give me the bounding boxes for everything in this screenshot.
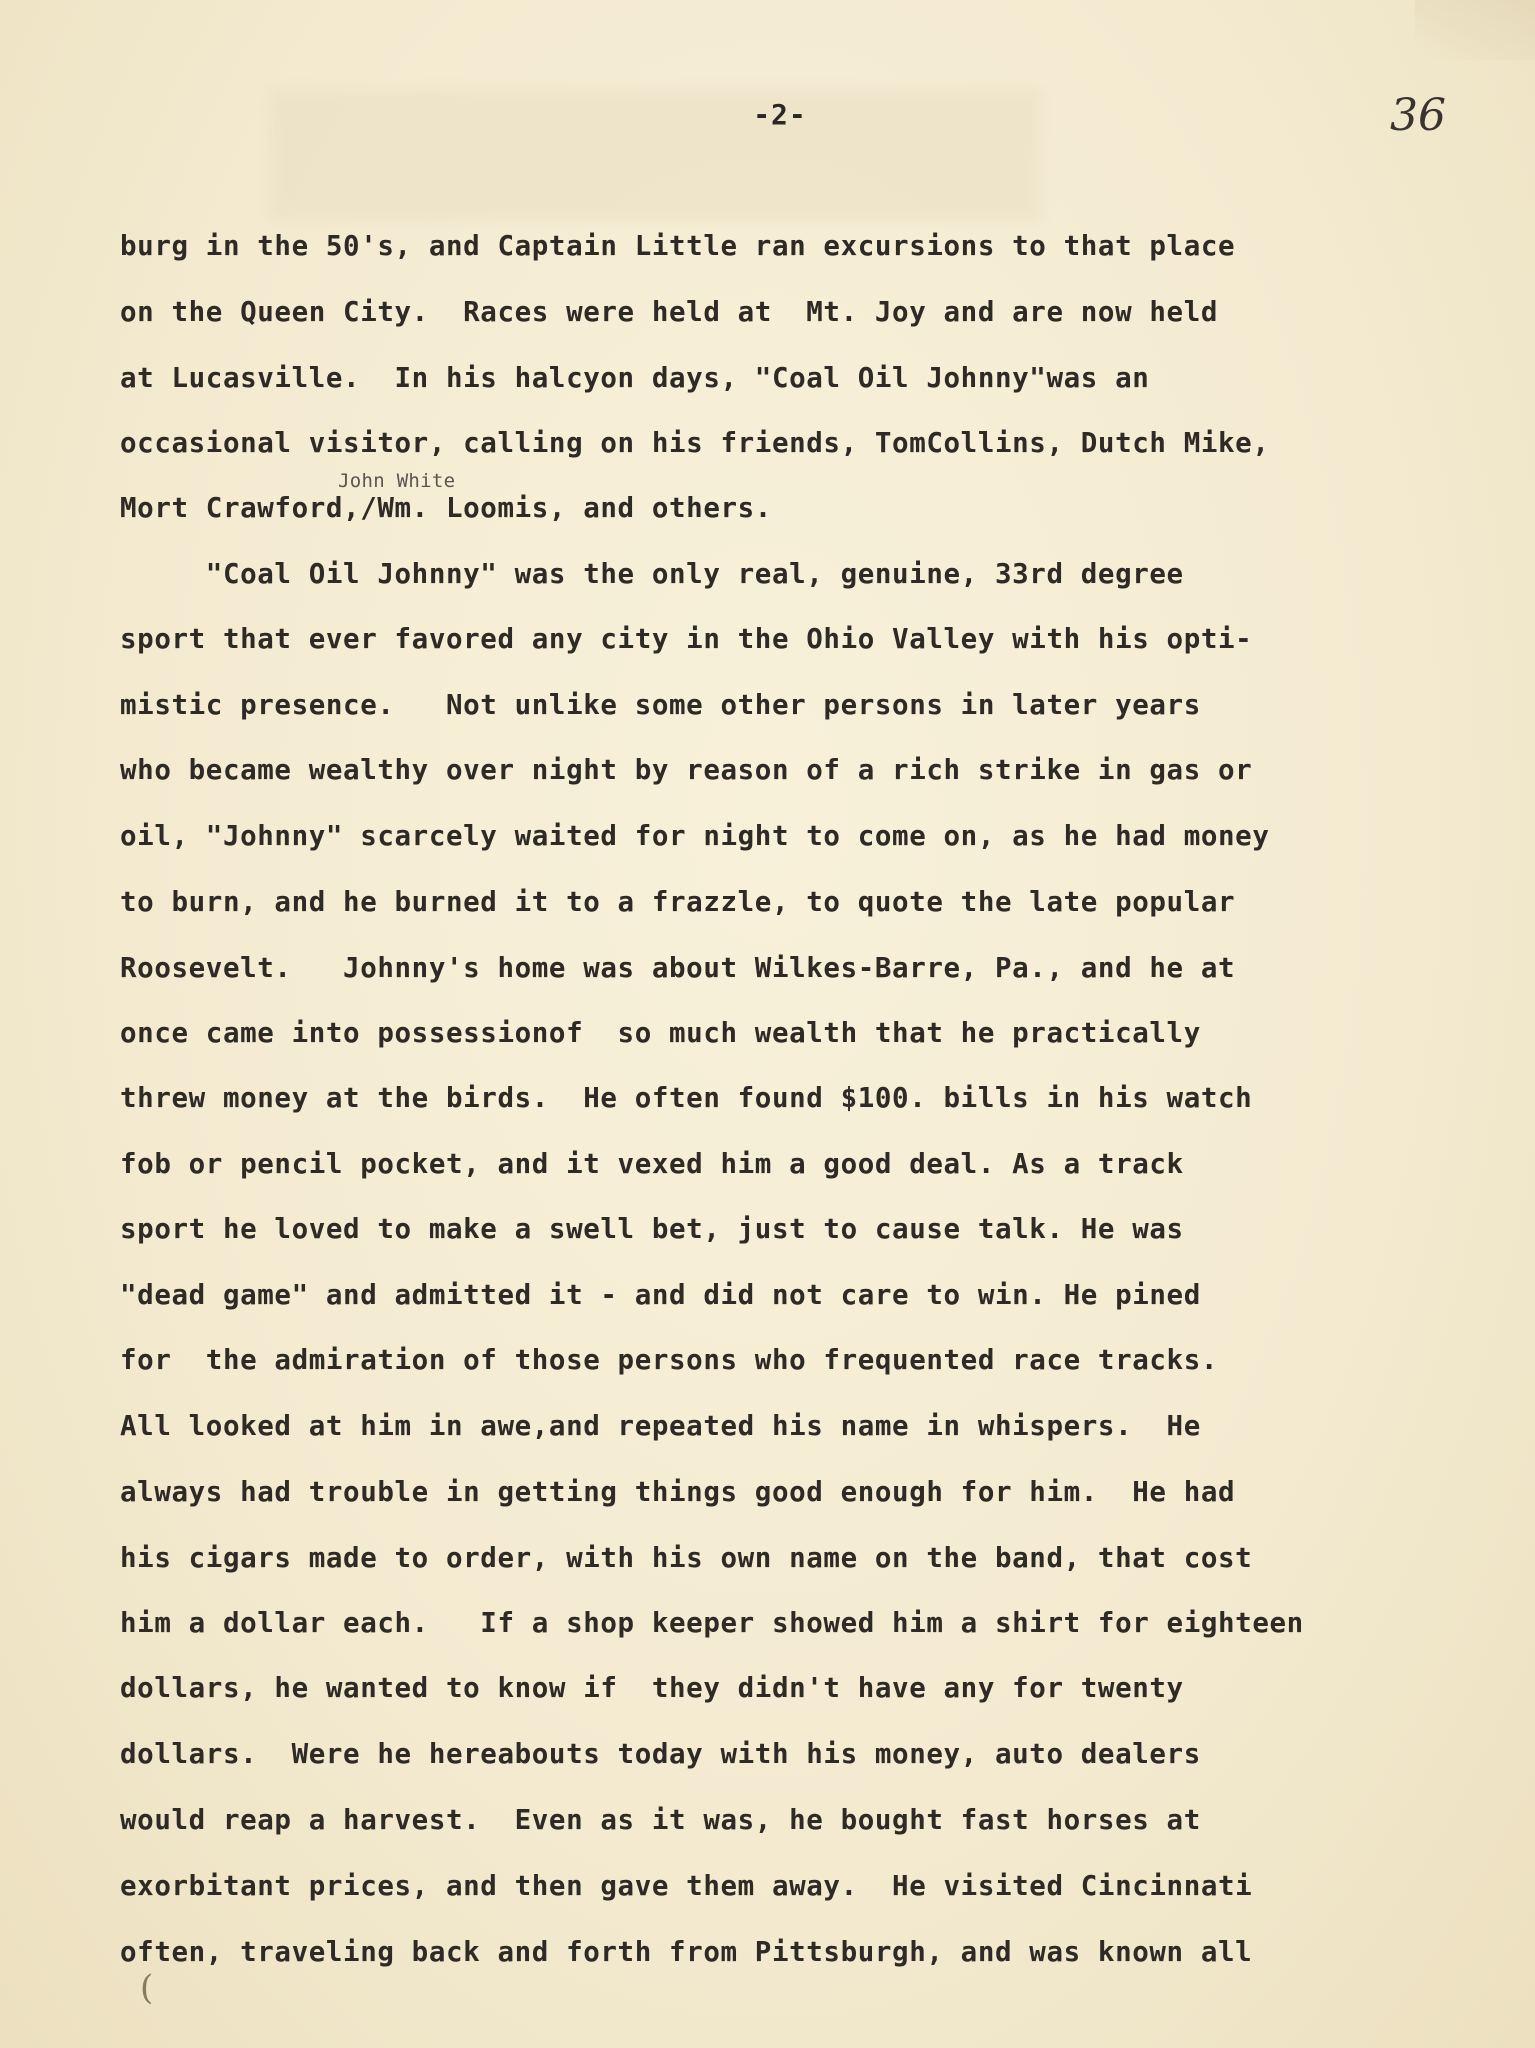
text-line: exorbitant prices, and then gave them away. He visited Cincinnati <box>120 1870 1253 1902</box>
text-line: burg in the 50's, and Captain Little ran excursions to that place <box>120 230 1236 262</box>
margin-mark: ( <box>140 1968 154 2008</box>
text-line: sport he loved to make a swell bet, just to cause talk. He was <box>120 1213 1184 1245</box>
text-line: his cigars made to order, with his own name on the band, that cost <box>120 1542 1253 1574</box>
corner-crease <box>1415 0 1535 60</box>
text-line: at Lucasville. In his halcyon days, "Coal Oil Johnny"was an <box>120 362 1150 394</box>
text-line: would reap a harvest. Even as it was, he bought fast horses at <box>120 1804 1201 1836</box>
text-line: mistic presence. Not unlike some other persons in later years <box>120 689 1201 721</box>
text-line: Mort Crawford,/Wm. Loomis, and others. <box>120 492 772 524</box>
text-line: Roosevelt. Johnny's home was about Wilkes-Barre, Pa., and he at <box>120 952 1236 984</box>
text-line: him a dollar each. If a shop keeper showed him a shirt for eighteen <box>120 1607 1304 1639</box>
text-line: oil, "Johnny" scarcely waited for night to come on, as he had money <box>120 820 1270 852</box>
text-line: dollars, he wanted to know if they didn't have any for twenty <box>120 1672 1184 1704</box>
text-line: All looked at him in awe,and repeated his name in whispers. He <box>120 1410 1201 1442</box>
text-line: occasional visitor, calling on his friends, TomCollins, Dutch Mike, <box>120 427 1270 459</box>
text-line: on the Queen City. Races were held at Mt. Joy and are now held <box>120 296 1219 328</box>
handwritten-folio-number: 36 <box>1390 90 1446 141</box>
text-line: "Coal Oil Johnny" was the only real, genuine, 33rd degree <box>120 558 1184 590</box>
bleed-through-shadow <box>270 90 1040 220</box>
text-line: "dead game" and admitted it - and did not care to win. He pined <box>120 1279 1201 1311</box>
page-number: -2- <box>753 98 807 131</box>
text-line: always had trouble in getting things good enough for him. He had <box>120 1476 1236 1508</box>
text-line: to burn, and he burned it to a frazzle, to quote the late popular <box>120 886 1236 918</box>
text-line: once came into possessionof so much wealth that he practically <box>120 1017 1201 1049</box>
text-line: who became wealthy over night by reason of a rich strike in gas or <box>120 754 1253 786</box>
text-line: sport that ever favored any city in the Ohio Valley with his opti- <box>120 623 1253 655</box>
handwritten-insertion: John White <box>338 470 456 492</box>
text-line: threw money at the birds. He often found $100. bills in his watch <box>120 1082 1253 1114</box>
text-line: for the admiration of those persons who frequented race tracks. <box>120 1344 1219 1376</box>
text-line: fob or pencil pocket, and it vexed him a good deal. As a track <box>120 1148 1184 1180</box>
text-line: dollars. Were he hereabouts today with his money, auto dealers <box>120 1738 1201 1770</box>
text-line: often, traveling back and forth from Pittsburgh, and was known all <box>120 1936 1253 1968</box>
